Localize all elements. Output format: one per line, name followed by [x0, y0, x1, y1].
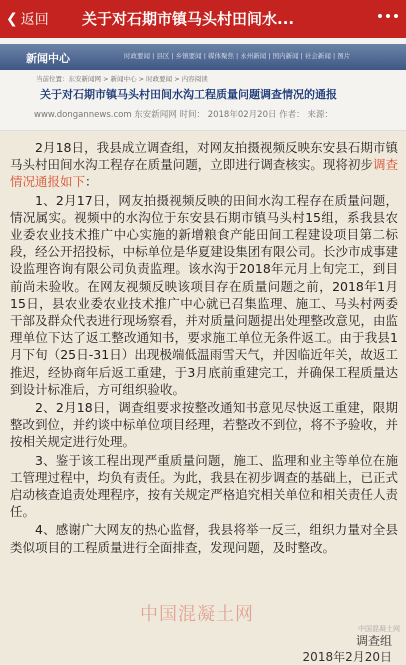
- signature: 调查组: [355, 634, 392, 648]
- article-meta: www.dongannews.com 东安新闻网 时间： 2018年02月20日 作者： 来源：: [34, 110, 333, 120]
- nav-title: 新闻中心: [26, 52, 70, 65]
- page-title: 关于对石期市镇马头村田间水...: [82, 10, 295, 28]
- signature-date: 2018年2月20日: [302, 650, 392, 664]
- back-label: 返回: [20, 12, 49, 28]
- paragraph: 1、2月17日，网友拍摄视频反映的田间水沟工程存在质量问题，情况属实。视频中的水沟位于东安县石期市镇马头村15组，系我县农业委农业技术推广中心实施的新增粮食产能田间工程建设项目第二标段，经公开招投标，中标单位是华夏建设集团有限公司。长沙市成事建设监理咨询有限公司负责监理。该水沟于2018年元月上旬完工，到目前尚未验收。在网友视频反映该项目存在质量问题之前，2018年1月15日，县农业委农业技术推广中心就已召集监理、施工、马头村两委干部及群众代表进行现场察看，并对质量问题提出处理整改意见，由监理单位下达了返工整改通知书，要求施工单位无条件返工。由于我县1月下旬（25日-31日）出现极端低温雨雪天气，并因临近年关，故返工推迟，经协商年后返工重建，于3月底前重建完工，并确保工程质量达到设计标准后，方可组织验收。: [10, 192, 398, 397]
- paragraph: 3、鉴于该工程出现严重质量问题，施工、监理和业主等单位在施工管理过程中，均负有责任。为此，我县在初步调查的基础上，已正式启动核查追责处理程序，按有关规定严格追究相关单位和相关责任人责任。: [10, 452, 398, 520]
- site-nav: [0, 44, 406, 70]
- breadcrumb: 当前位置：东安新闻网 > 新闻中心 > 时政要闻 > 内容阅读: [36, 75, 208, 83]
- site-header-image: [0, 38, 406, 131]
- nav-links: 时政要闻 | 县区 | 乡镇要闻 | 媒体聚焦 | 永州新闻 | 国内新闻 | 社会新闻 | 图片: [124, 52, 351, 60]
- back-button[interactable]: [6, 9, 49, 29]
- paragraph: 2月18日，我县成立调查组，对网友拍摄视频反映东安县石期市镇马头村田间水沟工程存在质量问题，立即进行调查核实。现将初步调查情况通报如下：: [10, 140, 398, 190]
- article-body: [0, 131, 406, 556]
- wechat-watermark: 中国混凝土网: [358, 625, 400, 633]
- more-icon[interactable]: [378, 14, 398, 22]
- paragraph: 4、感谢广大网友的热心监督，我县将举一反三，组织力量对全县类似项目的工程质量进行全面排查，发现问题，及时整改。: [10, 522, 398, 555]
- top-bar: [0, 0, 406, 38]
- signature-block: [303, 633, 392, 665]
- article-title: 关于对石期市镇马头村田间水沟工程质量问题调查情况的通报: [40, 88, 337, 101]
- chevron-left-icon: ❮: [6, 11, 18, 27]
- watermark: 中国混凝土网: [140, 604, 254, 625]
- paragraph: 2、2月18日，调查组要求按整改通知书意见尽快返工重建，限期整改到位，并约谈中标单位项目经理，若整改不到位，将不予验收，并按相关规定进行处理。: [10, 400, 398, 450]
